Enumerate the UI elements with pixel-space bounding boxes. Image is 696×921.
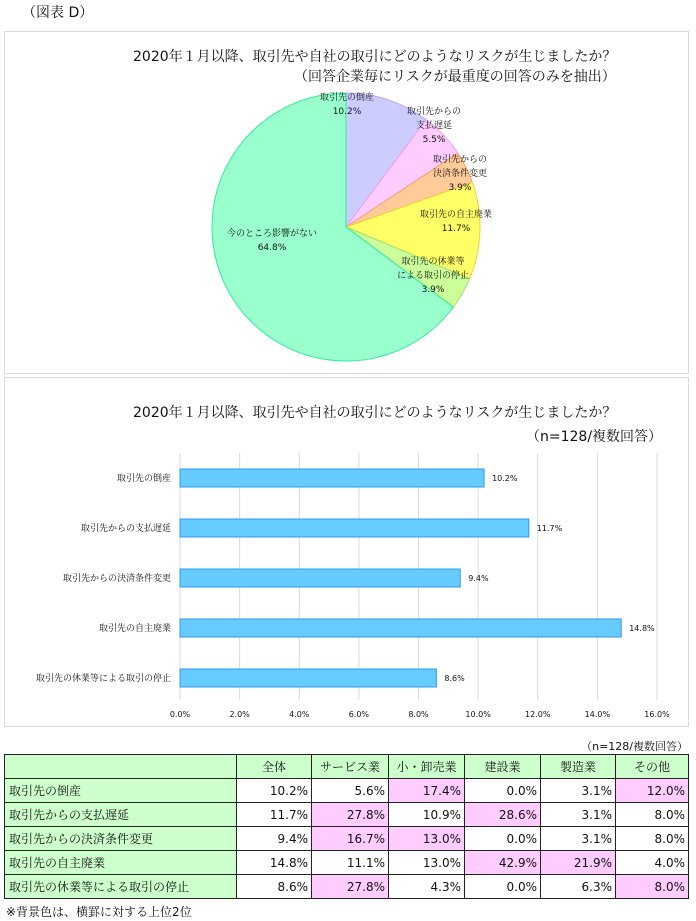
bar-value-label: 8.6% — [444, 674, 465, 683]
bar-category-label: 取引先からの支払遅延 — [80, 524, 171, 534]
bar — [180, 619, 621, 637]
x-tick-label: 14.0% — [584, 710, 611, 719]
value-cell: 8.6% — [237, 875, 312, 899]
pie-chart-title: 2020年１月以降、取引先や自社の取引にどのようなリスクが生じましたか？ — [133, 49, 617, 65]
svg-text:決済条件変更: 決済条件変更 — [432, 169, 488, 179]
table-corner-cell — [5, 755, 237, 779]
bar-chart-title: 2020年１月以降、取引先や自社の取引にどのようなリスクが生じましたか？ — [133, 405, 617, 421]
svg-text:10.2%: 10.2% — [332, 107, 362, 117]
highlighted-value-cell: 27.8% — [312, 875, 389, 899]
footnote: ※背景色は、横罫に対する上位2位 — [6, 905, 192, 919]
value-cell: 4.3% — [389, 875, 465, 899]
highlighted-value-cell: 17.4% — [389, 779, 465, 803]
table-row — [5, 875, 689, 899]
x-tick-label: 2.0% — [229, 710, 250, 719]
value-cell: 0.0% — [465, 875, 541, 899]
x-tick-label: 0.0% — [169, 710, 191, 719]
value-cell: 9.4% — [237, 827, 312, 851]
x-tick-label: 4.0% — [289, 710, 310, 719]
highlighted-value-cell: 8.0% — [616, 875, 689, 899]
table-sample-note: （n=128/複数回答） — [581, 740, 688, 753]
value-cell: 11.1% — [312, 851, 389, 875]
value-cell: 3.1% — [541, 803, 616, 827]
svg-text:11.7%: 11.7% — [441, 224, 471, 234]
column-header: 建設業 — [465, 755, 541, 779]
value-cell: 3.1% — [541, 827, 616, 851]
industry-breakdown-table — [4, 754, 689, 899]
column-header: 製造業 — [541, 755, 616, 779]
bar-chart-subtitle: （n=128/複数回答） — [526, 429, 663, 445]
svg-text:取引先の自主廃業: 取引先の自主廃業 — [419, 210, 493, 220]
value-cell: 14.8% — [237, 851, 312, 875]
value-cell: 10.9% — [389, 803, 465, 827]
table-header-row — [5, 755, 689, 779]
table-row — [5, 851, 689, 875]
bar-category-label: 取引先からの決済条件変更 — [62, 574, 171, 584]
svg-text:取引先からの: 取引先からの — [406, 107, 462, 117]
highlighted-value-cell: 21.9% — [541, 851, 616, 875]
highlighted-value-cell: 42.9% — [465, 851, 541, 875]
value-cell: 0.0% — [465, 779, 541, 803]
row-label: 取引先からの支払遅延 — [5, 803, 237, 827]
highlighted-value-cell: 16.7% — [312, 827, 389, 851]
x-tick-label: 8.0% — [408, 710, 429, 719]
svg-text:取引先の倒産: 取引先の倒産 — [319, 93, 375, 103]
table-row — [5, 827, 689, 851]
table-row — [5, 779, 689, 803]
svg-text:支払遅延: 支払遅延 — [415, 121, 453, 131]
svg-text:64.8%: 64.8% — [257, 243, 287, 253]
value-cell: 10.2% — [237, 779, 312, 803]
highlighted-value-cell: 28.6% — [465, 803, 541, 827]
x-tick-label: 6.0% — [348, 710, 370, 719]
row-label: 取引先の倒産 — [5, 779, 237, 803]
svg-text:3.9%: 3.9% — [421, 285, 445, 295]
bar — [180, 519, 529, 537]
bar-category-label: 取引先の自主廃業 — [98, 624, 171, 634]
value-cell: 6.3% — [541, 875, 616, 899]
value-cell: 11.7% — [237, 803, 312, 827]
svg-text:3.9%: 3.9% — [448, 183, 472, 193]
highlighted-value-cell: 13.0% — [389, 827, 465, 851]
column-header: 全体 — [237, 755, 312, 779]
column-header: サービス業 — [312, 755, 389, 779]
value-cell: 8.0% — [616, 827, 689, 851]
table-row — [5, 803, 689, 827]
value-cell: 3.1% — [541, 779, 616, 803]
bar-value-label: 9.4% — [468, 574, 489, 583]
svg-text:今のところ影響がない: 今のところ影響がない — [226, 229, 318, 239]
column-header: 小・卸売業 — [389, 755, 465, 779]
value-cell: 4.0% — [616, 851, 689, 875]
highlighted-value-cell: 12.0% — [616, 779, 689, 803]
row-label: 取引先の休業等による取引の停止 — [5, 875, 237, 899]
column-header: その他 — [616, 755, 689, 779]
bar-category-label: 取引先の休業等による取引の停止 — [35, 674, 171, 684]
bar-value-label: 11.7% — [536, 524, 563, 533]
x-tick-label: 16.0% — [644, 710, 670, 719]
highlighted-value-cell: 27.8% — [312, 803, 389, 827]
value-cell: 0.0% — [465, 827, 541, 851]
bar-value-label: 10.2% — [492, 474, 518, 483]
svg-text:取引先からの: 取引先からの — [432, 155, 488, 165]
figure-label: （図表 D） — [22, 5, 94, 21]
row-label: 取引先の自主廃業 — [5, 851, 237, 875]
row-label: 取引先からの決済条件変更 — [5, 827, 237, 851]
value-cell: 8.0% — [616, 803, 689, 827]
x-tick-label: 10.0% — [465, 710, 491, 719]
svg-text:による取引の停止: による取引の停止 — [396, 271, 470, 281]
bar-category-label: 取引先の倒産 — [116, 474, 171, 484]
value-cell: 13.0% — [389, 851, 465, 875]
pie-chart-subtitle: （回答企業毎にリスクが最重度の回答のみを抽出） — [294, 69, 616, 85]
svg-text:取引先の休業等: 取引先の休業等 — [401, 257, 465, 267]
bar — [180, 569, 460, 587]
x-tick-label: 12.0% — [525, 710, 551, 719]
bar-value-label: 14.8% — [629, 624, 655, 633]
bar — [180, 669, 436, 687]
value-cell: 5.6% — [312, 779, 389, 803]
bar — [180, 469, 484, 487]
svg-text:5.5%: 5.5% — [422, 135, 446, 145]
